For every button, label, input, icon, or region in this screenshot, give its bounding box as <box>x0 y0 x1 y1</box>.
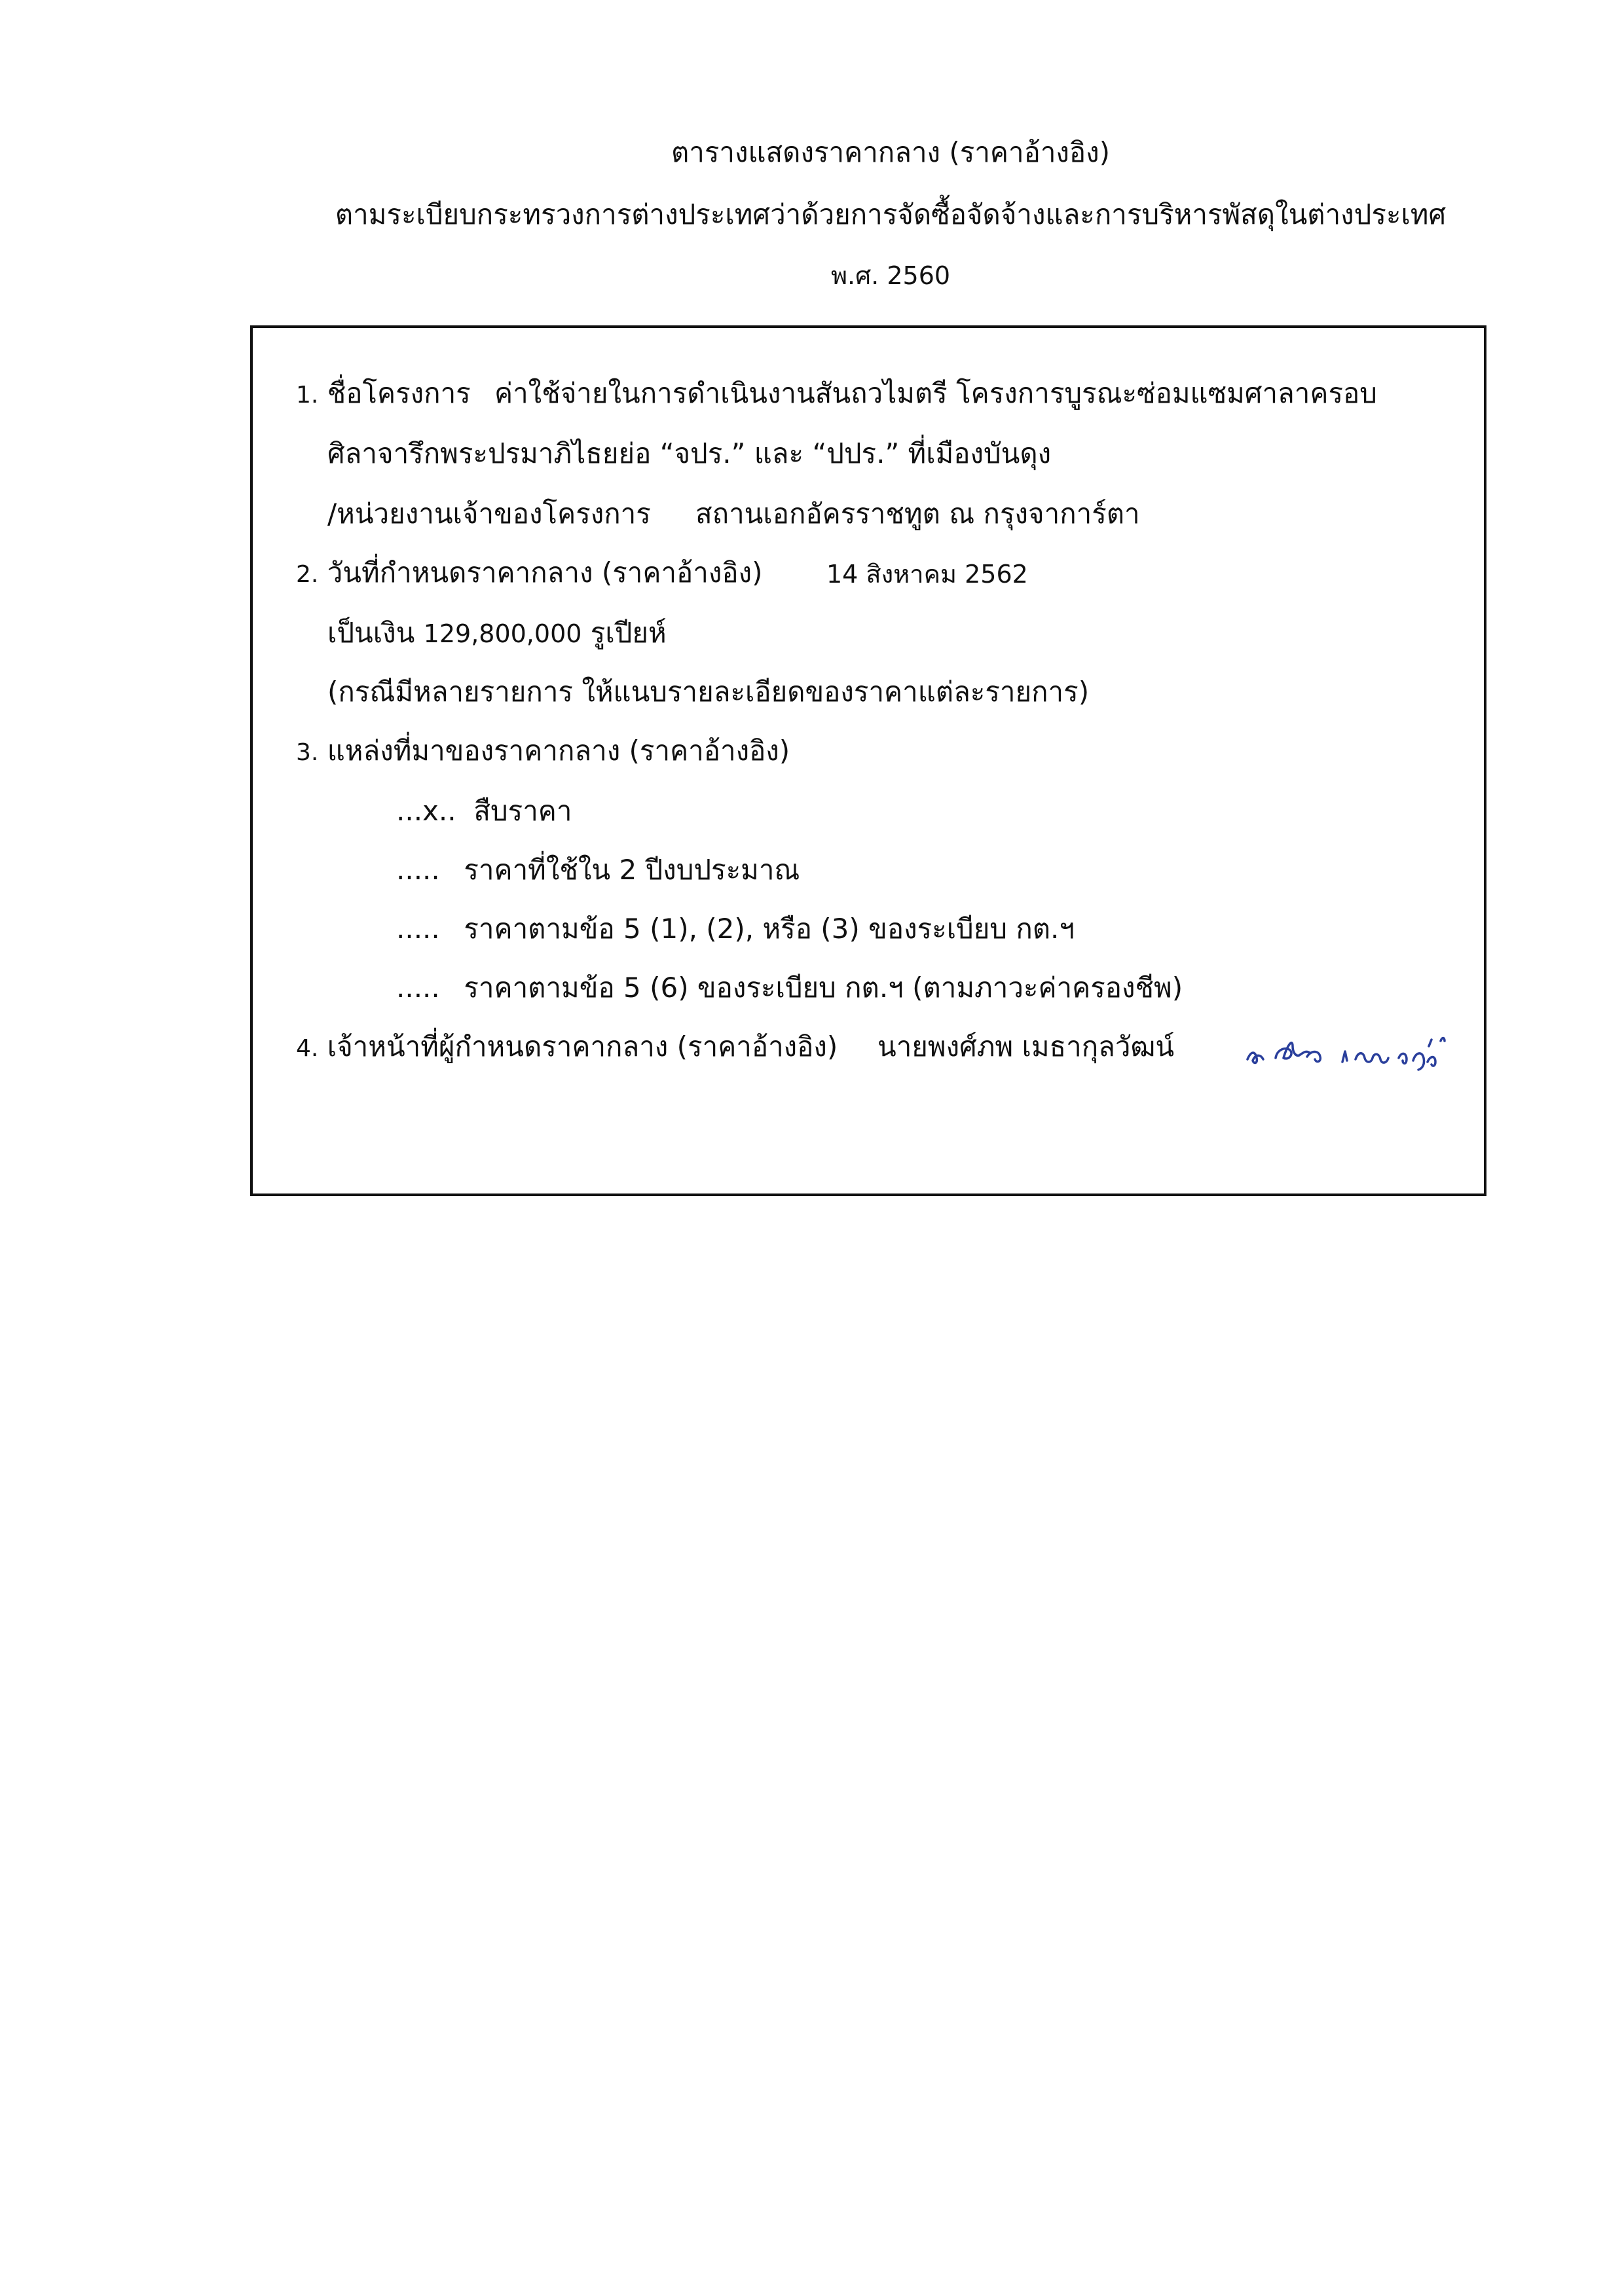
item2-note: (กรณีมีหลายรายการ ให้แนบรายละเอียดของราคาแต่ละรายการ) <box>327 676 1090 708</box>
option-mark: ..... <box>396 854 440 886</box>
item2-amount-label: เป็นเงิน <box>327 617 415 649</box>
item3-row <box>296 729 790 773</box>
item2-number: 2. <box>296 561 319 588</box>
item1-row <box>296 372 471 415</box>
option-text: ราคาตามข้อ 5 (1), (2), หรือ (3) ของระเบียบ กต.ฯ <box>464 913 1075 945</box>
item1-agency-label: /หน่วยงานเจ้าของโครงการ <box>327 498 651 530</box>
signature-strokes <box>1247 1038 1445 1070</box>
option-text: ราคาตามข้อ 5 (6) ของระเบียบ กต.ฯ (ตามภาวะค่าครองชีพ) <box>464 972 1183 1004</box>
item3-number: 3. <box>296 739 319 766</box>
option-text: สืบราคา <box>473 795 572 827</box>
item3-option-4 <box>396 966 1183 1010</box>
document-subtitle: ตามระเบียบกระทรวงการต่างประเทศว่าด้วยการจัดซื้อจัดจ้างและการบริหารพัสดุในต่างประเทศ <box>335 198 1447 230</box>
handwritten-signature <box>1244 1028 1467 1087</box>
option-mark: ...x.. <box>396 795 456 827</box>
item3-option-3 <box>396 907 1075 951</box>
item2-row <box>296 551 762 594</box>
document-year: พ.ศ. 2560 <box>830 261 951 290</box>
item2-label: วันที่กำหนดราคากลาง (ราคาอ้างอิง) <box>327 556 763 589</box>
item3-option-2 <box>396 848 800 892</box>
document-title: ตารางแสดงราคากลาง (ราคาอ้างอิง) <box>671 136 1111 168</box>
item2-date: 14 สิงหาคม 2562 <box>826 560 1028 589</box>
item2-amount: 129,800,000 <box>423 619 582 648</box>
item4-label: เจ้าหน้าที่ผู้กำหนดราคากลาง (ราคาอ้างอิง) <box>327 1030 838 1063</box>
option-mark: ..... <box>396 913 440 945</box>
option-text: ราคาที่ใช้ใน 2 ปีงบประมาณ <box>464 854 800 886</box>
item1-agency-value: สถานเอกอัครราชทูต ณ กรุงจาการ์ตา <box>695 498 1140 530</box>
item3-label: แหล่งที่มาของราคากลาง (ราคาอ้างอิง) <box>327 735 790 767</box>
item3-option-1 <box>396 790 572 833</box>
item4-number: 4. <box>296 1035 319 1062</box>
item2-currency: รูเปียห์ <box>590 617 667 649</box>
item4-official: นายพงศ์ภพ เมธากุลวัฒน์ <box>877 1030 1175 1063</box>
item4-row <box>296 1025 838 1068</box>
item1-number: 1. <box>296 382 319 409</box>
item2-amount-row <box>327 611 667 655</box>
option-mark: ..... <box>396 972 440 1004</box>
item1-value-line2: ศิลาจารึกพระปรมาภิไธยย่อ “จปร.” และ “ปปร.” ที่เมืองบันดุง <box>327 437 1052 469</box>
item1-value-line1: ค่าใช้จ่ายในการดำเนินงานสันถวไมตรี โครงการบูรณะซ่อมแซมศาลาครอบ <box>494 377 1377 409</box>
item1-label: ชื่อโครงการ <box>327 377 471 409</box>
